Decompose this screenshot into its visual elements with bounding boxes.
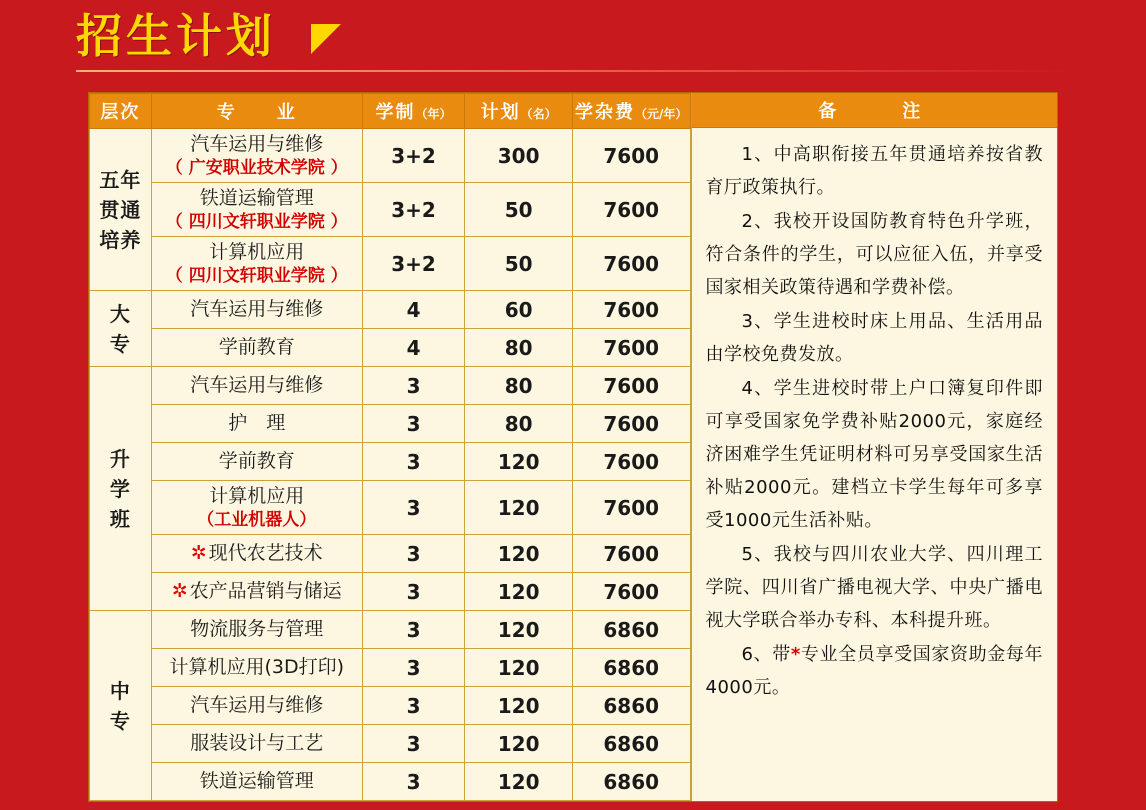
- col-header-years: 学制（年）: [362, 94, 465, 129]
- major-cell: [151, 329, 362, 367]
- table-row: [90, 687, 691, 725]
- col-header-level: 层次: [90, 94, 152, 129]
- fee-cell: 6860: [572, 611, 690, 649]
- quota-cell: 60: [465, 291, 573, 329]
- table-row: [90, 481, 691, 535]
- quota-cell: 80: [465, 329, 573, 367]
- fee-cell: 6860: [572, 763, 690, 801]
- col-header-major: 专 业: [151, 94, 362, 129]
- major-cell: [151, 291, 362, 329]
- quota-cell: 120: [465, 481, 573, 535]
- major-name: 农产品营销与储运: [189, 580, 342, 602]
- quota-cell: 120: [465, 649, 573, 687]
- note-item: 1、中高职衔接五年贯通培养按省教育厅政策执行。: [705, 144, 1043, 198]
- years-cell: 3: [362, 535, 465, 573]
- table-row: [90, 611, 691, 649]
- major-cell: [151, 481, 362, 535]
- star-icon: ✲: [171, 580, 188, 602]
- years-cell: 3: [362, 481, 465, 535]
- table-row: [90, 329, 691, 367]
- note-item: 3、学生进校时床上用品、生活用品由学校免费发放。: [705, 311, 1043, 365]
- fee-cell: 7600: [572, 329, 690, 367]
- fee-cell: 6860: [572, 649, 690, 687]
- notes-body: [692, 128, 1057, 801]
- major-cell: [151, 573, 362, 611]
- table-row: [90, 573, 691, 611]
- title-triangle-icon: [311, 24, 341, 54]
- col-header-notes: 备 注: [692, 93, 1057, 128]
- major-name: 铁道运输管理: [199, 187, 314, 209]
- years-cell: 3: [362, 405, 465, 443]
- fee-cell: 6860: [572, 687, 690, 725]
- quota-cell: 50: [465, 237, 573, 291]
- major-name: 汽车运用与维修: [190, 133, 324, 155]
- table-row: [90, 763, 691, 801]
- major-name: 计算机应用: [209, 485, 305, 507]
- major-name: 服装设计与工艺: [190, 732, 324, 754]
- fee-cell: 7600: [572, 183, 690, 237]
- major-subtitle: （ 四川文轩职业学院 ）: [165, 212, 348, 232]
- col-header-quota: 计划（名）: [465, 94, 573, 129]
- major-cell: [151, 129, 362, 183]
- major-subtitle: （ 四川文轩职业学院 ）: [165, 266, 348, 286]
- table-row: [90, 129, 691, 183]
- quota-cell: 120: [465, 763, 573, 801]
- fee-cell: 7600: [572, 535, 690, 573]
- major-name: 汽车运用与维修: [190, 374, 324, 396]
- star-icon: ✲: [190, 542, 207, 564]
- table-row: [90, 725, 691, 763]
- table-row: [90, 535, 691, 573]
- years-cell: 3: [362, 611, 465, 649]
- years-cell: 3: [362, 687, 465, 725]
- quota-cell: 120: [465, 443, 573, 481]
- level-cell: 大 专: [90, 291, 152, 367]
- page-title: 招生计划: [76, 9, 276, 63]
- quota-cell: 120: [465, 535, 573, 573]
- major-name: 护 理: [228, 412, 286, 434]
- major-name: 学前教育: [218, 450, 295, 472]
- major-name: 汽车运用与维修: [190, 298, 324, 320]
- table-row: [90, 367, 691, 405]
- major-name: 铁道运输管理: [199, 770, 314, 792]
- years-cell: 3+2: [362, 237, 465, 291]
- note-item: 6、带*专业全员享受国家资助金每年4000元。: [705, 644, 1044, 698]
- table-row: [90, 405, 691, 443]
- major-cell: [151, 443, 362, 481]
- years-cell: 4: [362, 291, 465, 329]
- major-name: 学前教育: [218, 336, 295, 358]
- years-cell: 3+2: [362, 129, 465, 183]
- major-name: 计算机应用: [209, 241, 305, 263]
- table-row: [90, 291, 691, 329]
- table-header-row: [90, 94, 691, 129]
- plan-content: [88, 92, 1058, 802]
- quota-cell: 80: [465, 405, 573, 443]
- fee-cell: 7600: [572, 237, 690, 291]
- note-item: 2、我校开设国防教育特色升学班，符合条件的学生，可以应征入伍，并享受国家相关政策待遇和学费补偿。: [705, 211, 1043, 298]
- quota-cell: 300: [465, 129, 573, 183]
- table-row: [90, 443, 691, 481]
- years-cell: 3: [362, 573, 465, 611]
- quota-cell: 80: [465, 367, 573, 405]
- major-name: 汽车运用与维修: [190, 694, 324, 716]
- fee-cell: 6860: [572, 725, 690, 763]
- fee-cell: 7600: [572, 481, 690, 535]
- quota-cell: 120: [465, 573, 573, 611]
- table-body: [90, 129, 691, 801]
- major-cell: [151, 687, 362, 725]
- major-cell: [151, 725, 362, 763]
- level-cell: 升 学 班: [90, 367, 152, 611]
- fee-cell: 7600: [572, 405, 690, 443]
- years-cell: 3: [362, 649, 465, 687]
- quota-cell: 120: [465, 611, 573, 649]
- major-cell: [151, 183, 362, 237]
- level-cell: 五年 贯通 培养: [90, 129, 152, 291]
- note-item: 4、学生进校时带上户口簿复印件即可享受国家免学费补贴2000元，家庭经济困难学生凭证明材料可另享受国家生活补贴2000元。建档立卡学生每年可多享受1000元生活补贴。: [705, 378, 1043, 531]
- major-cell: [151, 649, 362, 687]
- years-cell: 3: [362, 443, 465, 481]
- major-cell: [151, 405, 362, 443]
- level-cell: 中 专: [90, 611, 152, 801]
- major-cell: [151, 367, 362, 405]
- major-name: 物流服务与管理: [190, 618, 324, 640]
- major-subtitle: （ 广安职业技术学院 ）: [165, 158, 348, 178]
- years-cell: 3: [362, 763, 465, 801]
- table-row: [90, 183, 691, 237]
- years-cell: 4: [362, 329, 465, 367]
- major-subtitle: （工业机器人）: [197, 510, 317, 530]
- quota-cell: 50: [465, 183, 573, 237]
- table-row: [90, 237, 691, 291]
- quota-cell: 120: [465, 725, 573, 763]
- quota-cell: 120: [465, 687, 573, 725]
- title-divider: [76, 70, 1076, 72]
- fee-cell: 7600: [572, 443, 690, 481]
- fee-cell: 7600: [572, 573, 690, 611]
- years-cell: 3: [362, 367, 465, 405]
- col-header-fee: 学杂费（元/年）: [572, 94, 690, 129]
- major-cell: [151, 611, 362, 649]
- fee-cell: 7600: [572, 367, 690, 405]
- page-header: [0, 0, 1146, 78]
- major-cell: [151, 237, 362, 291]
- major-cell: [151, 763, 362, 801]
- notes-column: [691, 93, 1057, 801]
- note-item: 5、我校与四川农业大学、四川理工学院、四川省广播电视大学、中央广播电视大学联合举办专科、本科提升班。: [705, 544, 1043, 631]
- major-cell: [151, 535, 362, 573]
- years-cell: 3+2: [362, 183, 465, 237]
- major-name: 计算机应用(3D打印): [169, 656, 344, 678]
- years-cell: 3: [362, 725, 465, 763]
- table-row: [90, 649, 691, 687]
- admission-plan-table: [89, 93, 691, 801]
- fee-cell: 7600: [572, 129, 690, 183]
- fee-cell: 7600: [572, 291, 690, 329]
- major-name: 现代农艺技术: [208, 542, 323, 564]
